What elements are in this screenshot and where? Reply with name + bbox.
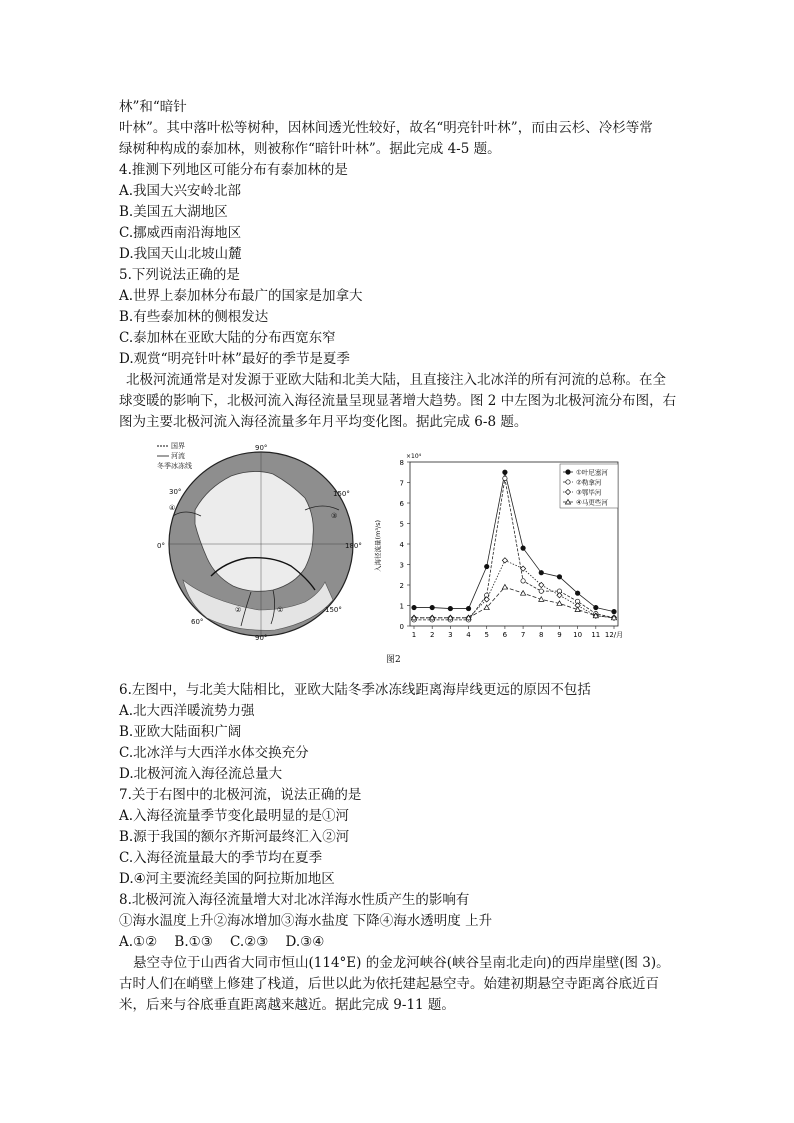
q7-option-a: A.入海径流量季节变化最明显的是①河 xyxy=(119,808,350,824)
passage-arctic-rivers: 北极河流通常是对发源于亚欧大陆和北美大陆，且直接注入北冰洋的所有河流的总称。在全球变暖的影响下，北极河流入海径流量呈现显著增大趋势。图 2 中左图为北极河流分布图，右图为主要北极河流入海径流量多年月平均变化图。据此完成 6-8 题。 xyxy=(119,372,677,430)
river-marker-4: ④ xyxy=(169,504,176,512)
y-tick-label: 3 xyxy=(399,561,404,570)
q5-option-a: A.世界上泰加林分布最广的国家是加拿大 xyxy=(119,288,363,304)
y-tick-label: 0 xyxy=(399,623,404,631)
data-point-s1 xyxy=(503,470,508,475)
lon-label-lower-left: 60° xyxy=(191,618,204,626)
data-point-s1 xyxy=(557,575,562,580)
x-tick-label: 5 xyxy=(484,631,489,639)
q4-option-c: C.挪威西南沿海地区 xyxy=(119,225,242,241)
q4-option-a: A.我国大兴安岭北部 xyxy=(119,183,242,199)
intro-line-2: 叶林”。其中落叶松等树种，因林间透光性较好，故名“明亮针叶林”，而由云杉、冷杉等常 xyxy=(119,120,653,136)
lon-label-left: 0° xyxy=(157,542,165,550)
intro-line-1: 林”和“暗针 xyxy=(119,99,187,115)
data-point-s1 xyxy=(594,605,599,610)
lon-label-right: 180° xyxy=(345,542,362,550)
q4-option-b: B.美国五大湖地区 xyxy=(119,204,228,220)
q5-option-c: C.泰加林在亚欧大陆的分布西宽东窄 xyxy=(119,330,336,346)
q8-statements: ①海水温度上升②海冰增加③海水盐度 下降④海水透明度 上升 xyxy=(119,913,493,929)
y-tick-label: 2 xyxy=(399,582,404,590)
q7-option-d: D.④河主要流经美国的阿拉斯加地区 xyxy=(119,871,335,887)
y-tick-label: 8 xyxy=(399,459,404,467)
runoff-line-chart xyxy=(372,446,626,646)
data-point-s3 xyxy=(502,558,507,563)
q6-option-a: A.北大西洋暖流势力强 xyxy=(119,703,255,719)
x-tick-label: 10 xyxy=(573,631,583,639)
y-axis-label: 入海径流量(m³/s) xyxy=(374,519,382,573)
x-tick-label: 9 xyxy=(557,631,562,639)
y-tick-label: 5 xyxy=(399,520,404,529)
q4-option-d: D.我国天山北坡山麓 xyxy=(119,246,242,262)
lon-label-lower-right: 150° xyxy=(325,606,342,614)
data-point-s1 xyxy=(466,606,471,611)
q6-option-c: C.北冰洋与大西洋水体交换充分 xyxy=(119,745,309,761)
data-point-s1 xyxy=(430,605,435,610)
river-marker-1: ① xyxy=(277,606,284,614)
figure-label: 图2 xyxy=(386,655,401,665)
river-marker-3: ③ xyxy=(331,512,338,520)
legend-label: ①叶尼塞河 xyxy=(576,468,608,477)
q4-stem: 4.推测下列地区可能分布有泰加林的是 xyxy=(119,162,348,178)
legend-marker xyxy=(566,470,571,475)
q8-stem: 8.北极河流入海径流量增大对北冰洋海水性质产生的影响有 xyxy=(119,892,470,908)
legend-freeze-line-label: 冬季冰冻线 xyxy=(157,462,192,470)
data-point-s1 xyxy=(448,606,453,611)
data-point-s1 xyxy=(521,546,526,551)
x-tick-label: 3 xyxy=(448,631,453,639)
data-point-s1 xyxy=(575,591,580,596)
q5-option-b: B.有些泰加林的侧根发达 xyxy=(119,309,269,325)
y-tick-label: 7 xyxy=(399,479,404,488)
y-axis-exponent: ×10⁴ xyxy=(406,453,422,460)
legend-label: ②勒拿河 xyxy=(576,478,602,487)
y-tick-label: 1 xyxy=(399,602,404,611)
y-tick-label: 6 xyxy=(399,500,404,508)
intro-line-3: 绿树种构成的泰加林，则被称作“暗针叶林”。据此完成 4-5 题。 xyxy=(119,141,501,157)
x-tick-label: 2 xyxy=(429,631,435,639)
lon-label-bottom: 90° xyxy=(255,634,268,640)
data-point-s1 xyxy=(612,609,617,614)
data-point-s3 xyxy=(557,593,562,598)
x-tick-label: 8 xyxy=(539,631,544,639)
lon-label-upper-right: 150° xyxy=(333,490,350,498)
river-marker-2: ② xyxy=(235,606,242,614)
data-point-s2 xyxy=(521,579,525,583)
q6-option-b: B.亚欧大陆面积广阔 xyxy=(119,724,242,740)
arctic-river-map xyxy=(155,440,367,640)
passage-hanging-temple: 悬空寺位于山西省大同市恒山(114°E) 的金龙河峡谷(峡谷呈南北走向)的西岸崖壁(图 3)。古时人们在峭壁上修建了栈道，后世以此为依托建起悬空寺。始建初期悬空寺距离谷底近百米，后来与谷底垂直距离越来越近。据此完成 9-11 题。 xyxy=(119,955,670,1013)
q8-options: A.①② B.①③ C.②③ D.③④ xyxy=(119,934,325,950)
q7-stem: 7.关于右图中的北极河流，说法正确的是 xyxy=(119,787,362,803)
data-point-s2 xyxy=(539,589,543,593)
legend-label: ③鄂毕河 xyxy=(576,488,602,497)
x-tick-label: 1 xyxy=(411,631,417,639)
x-tick-label: 11 xyxy=(591,631,601,639)
legend-label: ④马更些河 xyxy=(576,498,608,507)
x-tick-label: 6 xyxy=(502,631,508,639)
series-line-4 xyxy=(414,587,614,618)
q7-option-b: B.源于我国的额尔齐斯河最终汇入②河 xyxy=(119,829,350,845)
data-point-s2 xyxy=(503,476,507,480)
data-point-s3 xyxy=(520,566,525,571)
q5-stem: 5.下列说法正确的是 xyxy=(119,267,240,283)
x-tick-label: 7 xyxy=(520,631,526,639)
legend-border-label: 国界 xyxy=(171,442,185,450)
q6-option-d: D.北极河流入海径流总量大 xyxy=(119,766,283,782)
q7-option-c: C.入海径流量最大的季节均在夏季 xyxy=(119,850,323,866)
y-tick-label: 4 xyxy=(399,541,404,549)
lon-label-top: 90° xyxy=(255,444,268,452)
q6-stem: 6.左图中，与北美大陆相比，亚欧大陆冬季冰冻线距离海岸线更远的原因不包括 xyxy=(119,682,591,698)
data-point-s1 xyxy=(412,605,417,610)
data-point-s1 xyxy=(539,570,544,575)
q5-option-d: D.观赏“明亮针叶林”最好的季节是夏季 xyxy=(119,351,350,367)
series-line-3 xyxy=(414,560,614,617)
x-tick-label: 12/月 xyxy=(604,631,624,639)
lon-label-upper-left: 30° xyxy=(169,488,182,496)
x-tick-label: 4 xyxy=(466,631,471,639)
legend-marker xyxy=(566,480,570,484)
legend-river-label: 河流 xyxy=(171,452,185,460)
data-point-s1 xyxy=(484,564,489,569)
data-point-s4 xyxy=(502,584,507,589)
